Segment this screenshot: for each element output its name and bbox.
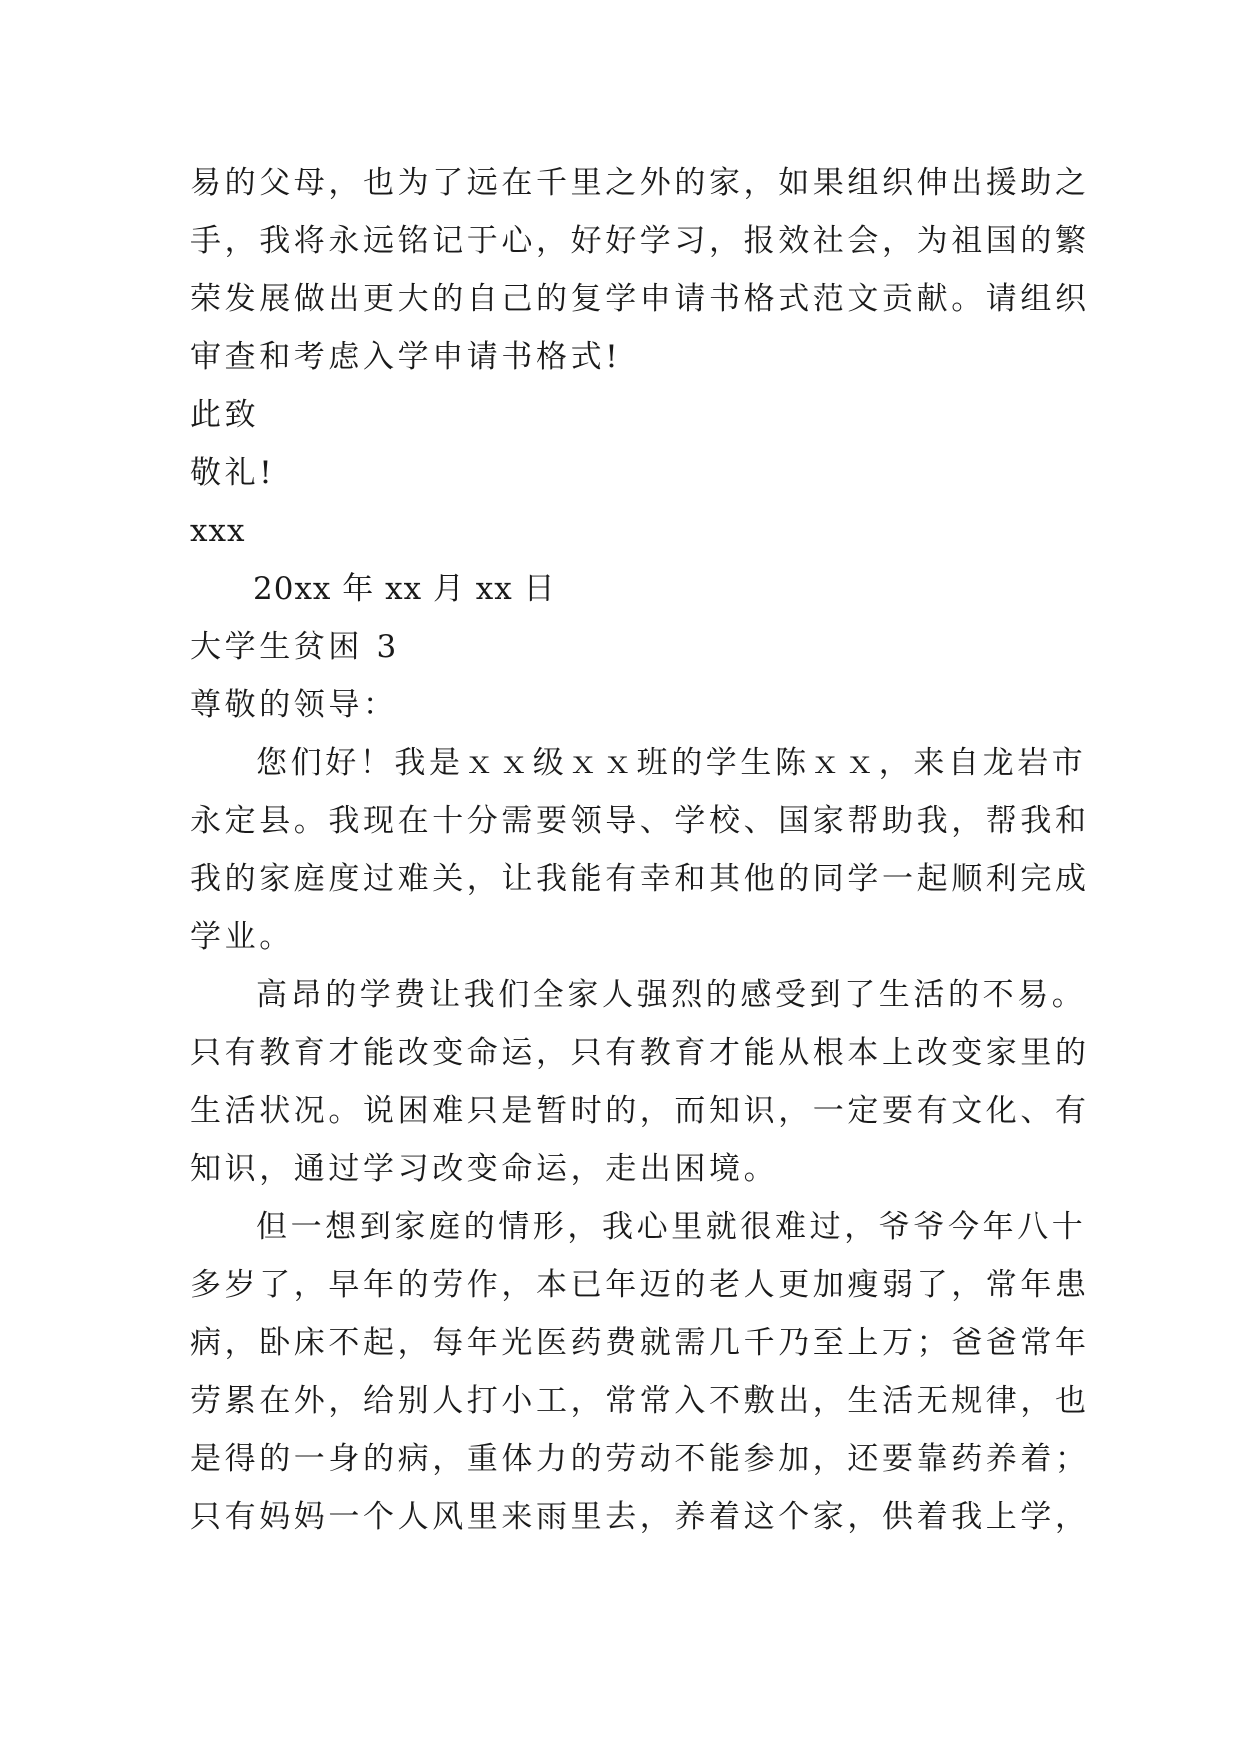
signature-name: xxx — [190, 513, 246, 549]
section-heading: 大学生贫困 3 — [190, 629, 400, 665]
paragraph-line: 是得的一身的病，重体力的劳动不能参加，还要靠药养着； — [190, 1441, 1090, 1477]
paragraph-line: 我的家庭度过难关，让我能有幸和其他的同学一起顺利完成 — [190, 861, 1090, 897]
paragraph-line: 荣发展做出更大的自己的复学申请书格式范文贡献。请组织 — [190, 281, 1090, 317]
paragraph-line: 高昂的学费让我们全家人强烈的感受到了生活的不易。 — [256, 977, 1087, 1013]
paragraph-line: 学业。 — [190, 919, 294, 955]
paragraph-line: 审查和考虑入学申请书格式! — [190, 339, 622, 375]
greeting-line: 尊敬的领导： — [190, 687, 398, 723]
paragraph-line: 只有教育才能改变命运，只有教育才能从根本上改变家里的 — [190, 1035, 1090, 1071]
closing-line: 此致 — [190, 397, 260, 433]
paragraph-line: 病，卧床不起，每年光医药费就需几千乃至上万；爸爸常年 — [190, 1325, 1090, 1361]
paragraph-line: 生活状况。说困难只是暂时的，而知识，一定要有文化、有 — [190, 1093, 1090, 1129]
closing-salutation: 敬礼! — [190, 455, 276, 491]
paragraph-line: 手，我将永远铭记于心，好好学习，报效社会，为祖国的繁 — [190, 223, 1090, 259]
paragraph-line: 知识，通过学习改变命运，走出困境。 — [190, 1151, 779, 1187]
paragraph-line: 易的父母，也为了远在千里之外的家，如果组织伸出援助之 — [190, 165, 1090, 201]
paragraph-line: 劳累在外，给别人打小工，常常入不敷出，生活无规律，也 — [190, 1383, 1090, 1419]
paragraph-line: 只有妈妈一个人风里来雨里去，养着这个家，供着我上学， — [190, 1499, 1090, 1535]
paragraph-line: 您们好！我是ｘｘ级ｘｘ班的学生陈ｘｘ，来自龙岩市 — [256, 745, 1087, 781]
paragraph-line: 永定县。我现在十分需要领导、学校、国家帮助我，帮我和 — [190, 803, 1090, 839]
paragraph-line: 但一想到家庭的情形，我心里就很难过，爷爷今年八十 — [256, 1209, 1087, 1245]
paragraph-line: 多岁了，早年的劳作，本已年迈的老人更加瘦弱了，常年患 — [190, 1267, 1090, 1303]
signature-date: 20xx 年 xx 月 xx 日 — [253, 571, 556, 607]
